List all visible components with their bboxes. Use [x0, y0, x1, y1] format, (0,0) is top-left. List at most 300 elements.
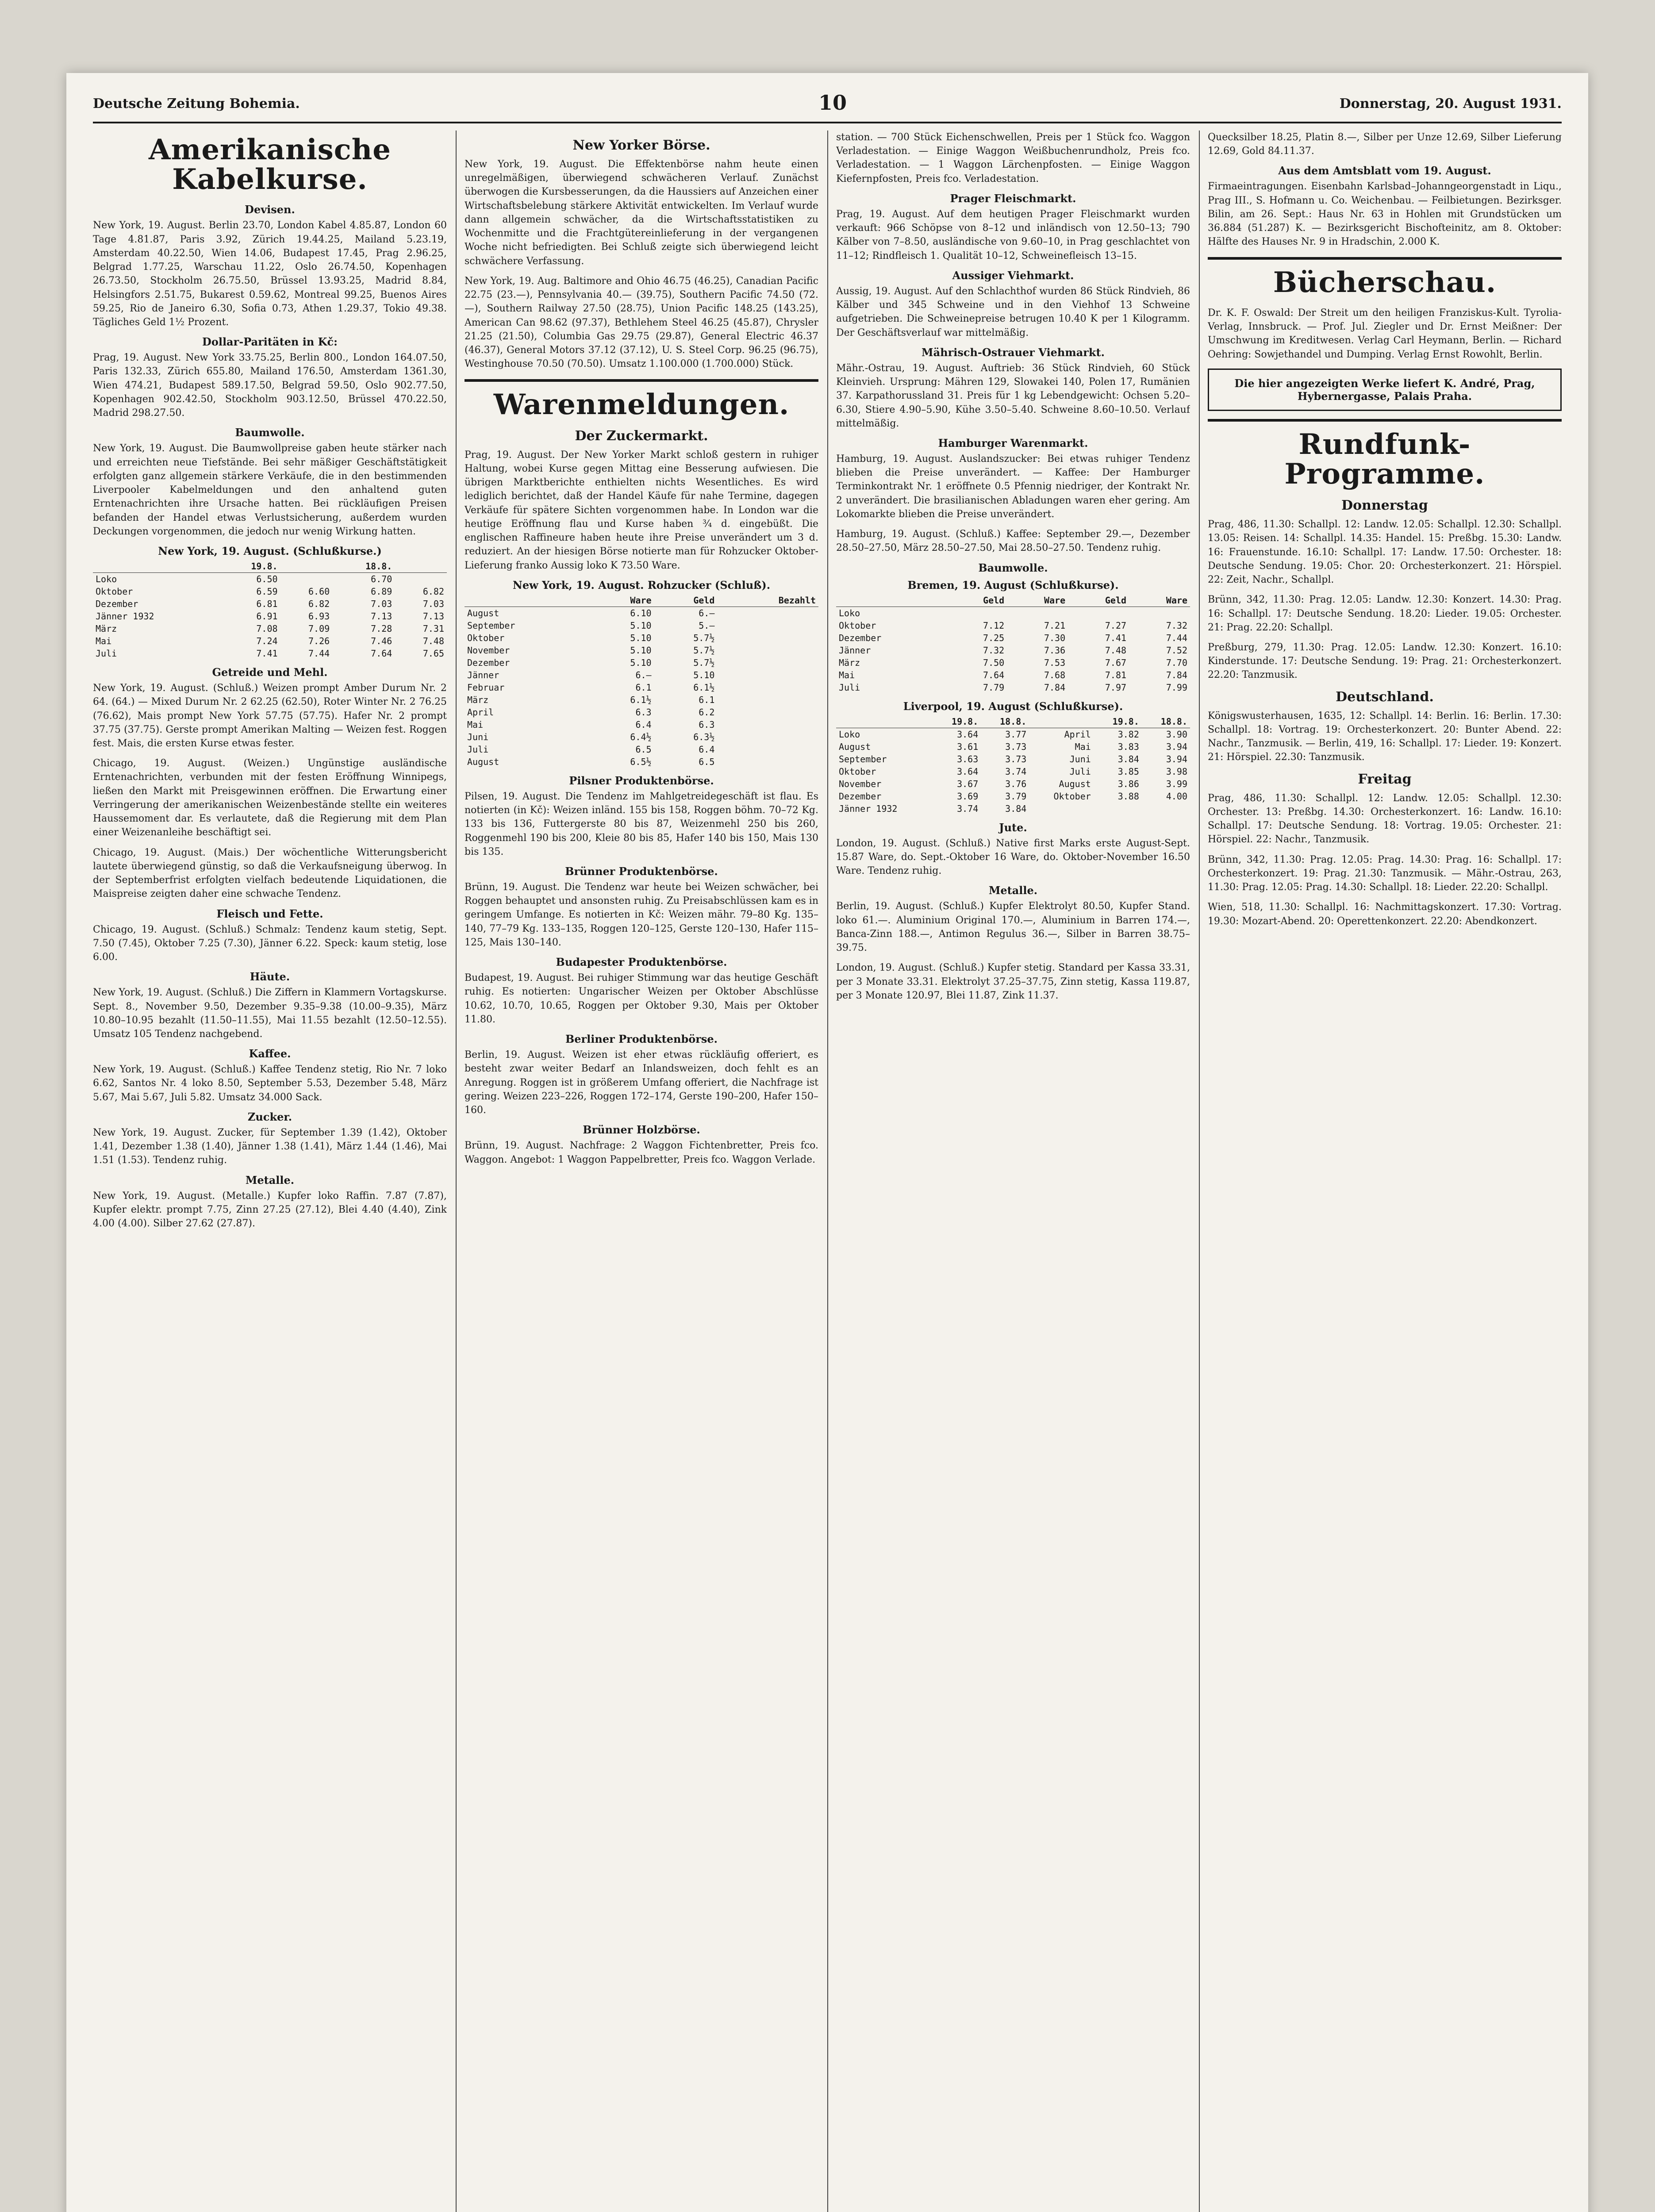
table-header-cell: Geld [946, 594, 1007, 607]
page-header [93, 91, 1562, 117]
table-cell: Dezember [96, 599, 138, 610]
table-header-cell [93, 560, 218, 573]
table-cell: Mai [467, 719, 484, 730]
article-text: Budapest, 19. August. Bei ruhiger Stimmung war das heutige Geschäft ruhig. Es notierten: Ungarischer Weizen per Oktober Abschlüsse 10.62, 10.70, 10.65, Roggen per Oktober 9.30, Mais per Oktober 11.80. [465, 972, 818, 1025]
table-cell: 3.94 [1166, 741, 1187, 752]
subsection-title: Prager Fleischmarkt. [950, 192, 1076, 205]
table-cell: März [96, 623, 117, 634]
table-cell: Juni [1069, 753, 1091, 764]
table-header-cell: Geld [1068, 594, 1129, 607]
table-cell: 7.50 [983, 657, 1005, 668]
bookseller-notice: Die hier angezeigten Werke liefert K. André, Prag, Hybernergasse, Palais Praha. [1208, 369, 1562, 411]
table-cell: November [839, 778, 882, 789]
table-cell: 5.10 [630, 645, 652, 656]
section-title: Warenmeldungen. [493, 388, 790, 421]
subsection-title: Berliner Produktenbörse. [565, 1033, 718, 1046]
column-1 [93, 131, 447, 2212]
table-cell: 7.48 [422, 636, 444, 647]
table-cell: Oktober [96, 586, 133, 597]
table-title: New York, 19. August. (Schlußkurse.) [158, 545, 382, 558]
subsection-title: Brünner Holzbörse. [583, 1123, 700, 1137]
newspaper-page [66, 73, 1588, 2212]
liverpool-cotton-table [836, 715, 1190, 815]
table-cell: März [467, 694, 489, 705]
table-cell [1094, 803, 1142, 815]
table-row [836, 607, 1190, 619]
table-cell: 6.— [635, 669, 652, 680]
section-rule [465, 379, 818, 382]
table-cell: 3.76 [1005, 778, 1027, 789]
table-cell [1142, 803, 1190, 815]
table-cell: 4.00 [1166, 791, 1187, 802]
table-cell: 7.65 [422, 648, 444, 659]
table-header-cell [280, 560, 333, 573]
table-cell: 7.24 [256, 636, 278, 647]
table-cell: 3.64 [957, 766, 979, 777]
table-cell: 6.81 [256, 599, 278, 610]
table-cell: 6.2 [699, 707, 715, 718]
table-cell: 7.70 [1166, 657, 1187, 668]
page-number: 10 [818, 91, 847, 115]
subsection-title: Jute. [999, 821, 1027, 834]
subsection-title: Baumwolle. [235, 426, 305, 439]
table-row [465, 731, 818, 743]
article-text: Chicago, 19. August. (Weizen.) Ungünstige ausländische Erntenachrichten, verbunden mit der festen Eröffnung Winnipegs, ließen den Markt mit Preisgewinnen eröffnen. Die Erwartung einer Verringerung der amerikanischen Weizenbestände stellte ein weiteres Haussemoment dar. Es verlautete, daß die Regierung mit dem Plan einer Weizenanleihe beschäftigt sei. [93, 758, 447, 838]
table-cell: 7.64 [371, 648, 392, 659]
table-row [465, 743, 818, 756]
table-cell [717, 607, 818, 619]
table-cell: 6.5 [635, 744, 652, 755]
table-cell [717, 743, 818, 756]
table-cell: 6.— [699, 607, 715, 618]
table-row [93, 622, 447, 635]
article-text: Berlin, 19. August. (Schluß.) Kupfer Elektrolyt 80.50, Kupfer Stand. loko 61.—. Aluminium Original 170.—, Aluminium in Barren 174.—, Banca-Zinn 188.—, Antimon Regulus 36.—, Silber in Barren 38.75–39.75. [836, 901, 1190, 954]
article-text: New York, 19. August. Berlin 23.70, London Kabel 4.85.87, London 60 Tage 4.81.87, Paris 3.92, Zürich 19.44.25, Mailand 5.23.19, Amsterdam 40.22.50, Wien 14.06, Budapest 17.45, Prag 2.96.25, Belgrad 1.77.25, Warschau 11.22, Oslo 26.74.50, Kopenhagen 26.73.50, Stockholm 26.75.50, Brüssel 13.93.25, Madrid 8.84, Helsingfors 2.51.75, Bukarest 0.59.62, Montreal 99.25, Buenos Aires 59.25, Rio de Janeiro 6.30, Sofia 0.73, Athen 1.29.37, Tokio 49.38. Tägliches Geld 1½ Prozent. [93, 220, 447, 328]
table-cell: 3.73 [1005, 753, 1027, 764]
table-cell: 6.89 [371, 586, 392, 597]
table-cell: 6.1 [635, 682, 652, 693]
table-cell: 7.84 [1044, 682, 1066, 693]
table-cell: 7.68 [1044, 669, 1066, 680]
table-cell: 7.08 [256, 623, 278, 634]
table-row [465, 632, 818, 644]
table-row [836, 753, 1190, 765]
subsection-title: Hamburger Warenmarkt. [938, 436, 1088, 449]
column-divider [827, 131, 828, 2212]
table-cell [717, 756, 818, 768]
table-header-cell: 19.8. [1094, 715, 1142, 728]
table-cell [1007, 607, 1068, 619]
table-cell [946, 607, 1007, 619]
table-row [93, 635, 447, 647]
bremen-cotton-table [836, 594, 1190, 694]
table-cell: 7.13 [422, 611, 444, 622]
table-cell: 3.88 [1117, 791, 1139, 802]
table-cell: 7.99 [1166, 682, 1187, 693]
table-cell: Jänner [839, 645, 871, 656]
program-text: Prag, 486, 11.30: Schallpl. 12: Landw. 12.05: Schallpl. 12.30: Schallpl. 13.05: Reisen. 14: Schallpl. 14.35: Handel. 15: Preßbg. 15.30: Landw. 16: Frauenstunde. 16.10: Schallpl. 17: Landw. 17.50: Orchester. 18: Deutsche Sendung. 19.05: Chor. 20: Orchesterkonzert. 21: Hörspiel. 22: Zeit, Nachr., Schallpl. [1208, 519, 1562, 586]
program-text: Brünn, 342, 11.30: Prag. 12.05: Prag. 14.30: Prag. 16: Schallpl. 17: Orchesterkonzert. 19: Prag. 21.30: Tanzmusik. — Mähr.-Ostrau, 263, 11.30: Prag. 12.05: Prag. 14.30: Schallpl. 18: Lieder. 22.20: Schallpl. [1208, 854, 1562, 893]
table-cell: Jänner [467, 669, 499, 680]
subsection-title: Getreide und Mehl. [212, 666, 328, 679]
table-cell: 3.67 [957, 778, 979, 789]
table-header-cell [836, 594, 946, 607]
table-cell: 3.74 [1005, 766, 1027, 777]
table-cell [717, 657, 818, 669]
article-text: Prag, 19. August. Der New Yorker Markt schloß gestern in ruhiger Haltung, wobei Kurse gegen Mittag eine Besserung aufwiesen. Die übrigen Marktberichte enthielten nichts Wesentliches. Es wird lediglich berichtet, daß der Handel Käufe für nahe Termine, dagegen Verkäufe für spätere Sichten vorgenommen habe. In London war die heutige Eröffnung flau und Kurse haben ¾ d. eingebüßt. Die englischen Raffineure haben heute ihre Preise unverändert um 3 d. reduziert. An der hiesigen Börse notierte man für Rohzucker Oktober-Lieferung franko Aussig loko K 73.50 Ware. [465, 449, 818, 571]
article-text: station. — 700 Stück Eichenschwellen, Preis per 1 Stück fco. Waggon Verladestation. — Einige Waggon Weißbuchenrundholz, Preis fco. Verladestation. — 1 Waggon Lärchenpfosten. — Einige Waggon Kiefernpfosten, Preis fco. Verladestation. [836, 132, 1190, 184]
section-title: Bücherschau. [1273, 265, 1497, 299]
subsection-title: Baumwolle. [978, 561, 1048, 574]
table-cell: 7.13 [371, 611, 392, 622]
table-cell: 3.94 [1166, 753, 1187, 764]
table-cell: 6.10 [630, 607, 652, 618]
table-cell: 6.3 [699, 719, 715, 730]
table-cell: 3.73 [1005, 741, 1027, 752]
table-cell: März [839, 657, 860, 668]
table-cell: 7.12 [983, 620, 1005, 631]
table-cell: Loko [839, 729, 860, 740]
table-cell: Jänner 1932 [96, 611, 154, 622]
table-cell: 3.84 [1005, 803, 1027, 814]
table-cell: Oktober [839, 766, 876, 777]
table-row [836, 728, 1190, 741]
table-cell: Oktober [839, 620, 876, 631]
table-cell: August [467, 756, 499, 767]
table-cell: 5.10 [630, 632, 652, 643]
table-cell: 7.03 [371, 599, 392, 610]
column-divider [1199, 131, 1200, 2212]
cotton-quotes-table [93, 560, 447, 660]
table-cell: 6.3½ [693, 731, 715, 742]
table-cell [717, 706, 818, 718]
table-cell: 6.82 [308, 599, 330, 610]
table-cell: 3.84 [1117, 753, 1139, 764]
table-header-row [465, 594, 818, 607]
column-2 [465, 131, 818, 2212]
table-cell: 7.32 [1166, 620, 1187, 631]
table-header-cell [465, 594, 591, 607]
subsection-title: Mährisch-Ostrauer Viehmarkt. [922, 346, 1105, 359]
table-cell: 3.90 [1166, 729, 1187, 740]
table-cell: 6.50 [256, 574, 278, 585]
article-text: Prag, 19. August. Auf dem heutigen Prager Fleischmarkt wurden verkauft: 966 Schöpse von 8–12 und inländisch von 12.50–13; 790 Kälber von 7–8.50, ausländische von 9.60–10, in Prag geschlachtet von 11–12; Rindfleisch 1. Qualität 10–12, Schweinefleisch 13–15. [836, 208, 1190, 261]
article-text: New York, 19. August. (Metalle.) Kupfer loko Raffin. 7.87 (7.87), Kupfer elektr. prompt 7.75, Zinn 27.25 (27.12), Blei 4.40 (4.40), Zink 4.00 (4.00). Silber 27.62 (27.87). [93, 1190, 447, 1229]
table-header-cell: 18.8. [332, 560, 395, 573]
table-cell: 7.44 [308, 648, 330, 659]
table-cell [717, 731, 818, 743]
table-header-cell: Ware [1129, 594, 1190, 607]
table-cell: 7.32 [983, 645, 1005, 656]
table-cell: 6.4 [635, 719, 652, 730]
table-row [465, 607, 818, 619]
subsection-title: Metalle. [245, 1173, 295, 1187]
program-text: Prag, 486, 11.30: Schallpl. 12: Landw. 12.05: Schallpl. 12.30: Orchester. 13: Preßbg. 14.30: Orchesterkonzert. 16: Landw. 16.10: Schallpl. 17: Deutsche Sendung. 18: Vortrag. 19.05: Orchester. 21: Hörspiel. 22: Nachr., Tanzmusik. [1208, 792, 1562, 845]
table-cell: Juli [1069, 766, 1091, 777]
table-cell: 3.99 [1166, 778, 1187, 789]
table-cell: 5.10 [630, 620, 652, 631]
table-cell: 7.36 [1044, 645, 1066, 656]
subsection-title: Kaffee. [249, 1047, 291, 1060]
table-header-cell: 18.8. [981, 715, 1029, 728]
table-cell: 6.93 [308, 611, 330, 622]
table-cell: 7.03 [422, 599, 444, 610]
table-cell [717, 694, 818, 706]
table-cell: 6.5½ [630, 756, 652, 767]
table-cell [280, 573, 333, 586]
table-header-cell [836, 715, 933, 728]
table-cell: 7.67 [1105, 657, 1127, 668]
article-text: London, 19. August. (Schluß.) Native first Marks erste August-Sept. 15.87 Ware, do. Sept.-Oktober 16 Ware, do. Oktober-November 16.50 Ware. Tendenz ruhig. [836, 837, 1190, 877]
table-cell: 7.26 [308, 636, 330, 647]
article-text: New York, 19. August. (Schluß.) Weizen prompt Amber Durum Nr. 2 64. (64.) — Mixed Durum Nr. 2 62.25 (62.50), Roter Winter Nr. 2 76.25 (76.62), Mais prompt New York 57.75 (57.75). Hafer Nr. 2 prompt 37.75 (37.75). Gerste prompt Amerikan Malting — Weizen fest. Roggen fest. Mais, die ersten Kurse etwas fester. [93, 683, 447, 749]
table-cell: 7.09 [308, 623, 330, 634]
table-cell: Jänner 1932 [839, 803, 898, 814]
column-3 [836, 131, 1190, 2212]
header-rule [93, 122, 1562, 123]
subsection-title: Pilsner Produktenbörse. [569, 774, 714, 787]
table-cell: 7.27 [1105, 620, 1127, 631]
article-text: Dr. K. F. Oswald: Der Streit um den heiligen Franziskus-Kult. Tyrolia-Verlag, Innsbruck. — Prof. Jul. Ziegler und Dr. Ernst Meißner: Der Umschwung im Kreditwesen. Verlag Carl Heymann, Berlin. — Richard Oehring: Sowjethandel und Dumping. Verlag Ernst Rowohlt, Berlin. [1208, 307, 1562, 360]
table-cell: 7.81 [1105, 669, 1127, 680]
section-rule [1208, 419, 1562, 422]
table-cell: 7.84 [1166, 669, 1187, 680]
article-text: Brünn, 19. August. Nachfrage: 2 Waggon Fichtenbretter, Preis fco. Waggon. Angebot: 1 Waggon Pappelbretter, Preis fco. Waggon Verlade. [465, 1140, 818, 1165]
table-cell [1129, 607, 1190, 619]
table-cell: 3.69 [957, 791, 979, 802]
table-row [836, 619, 1190, 632]
table-row [93, 598, 447, 610]
table-cell: August [467, 607, 499, 618]
subsection-title: Dollar-Paritäten in Kč: [202, 335, 338, 349]
day-heading: Donnerstag [1341, 498, 1428, 514]
table-title: New York, 19. August. Rohzucker (Schluß). [512, 578, 771, 591]
table-cell: Dezember [839, 791, 882, 802]
article-text: Pilsen, 19. August. Die Tendenz im Mahlgetreidegeschäft ist flau. Es notierten (in Kč): Weizen inländ. 155 bis 158, Roggen böhm. 70–72 Kg. 133 bis 136, Futtergerste 80 bis 87, Weizenmehl 250 bis 260, Roggenmehl 190 bis 200, Kleie 80 bis 85, Hafer 140 bis 150, Mais 130 bis 135. [465, 791, 818, 857]
table-cell: 6.1½ [693, 682, 715, 693]
table-cell: Loko [839, 607, 860, 618]
table-cell: 5.7½ [693, 657, 715, 668]
table-row [836, 632, 1190, 644]
table-cell: 7.41 [1105, 632, 1127, 643]
table-cell [717, 619, 818, 632]
table-row [465, 619, 818, 632]
table-cell: 3.63 [957, 753, 979, 764]
table-cell: 6.59 [256, 586, 278, 597]
table-row [836, 741, 1190, 753]
table-cell: 7.53 [1044, 657, 1066, 668]
table-title: Bremen, 19. August (Schlußkurse). [907, 578, 1119, 591]
subsection-title: Fleisch und Fette. [216, 907, 323, 920]
table-cell: Loko [96, 574, 117, 585]
table-cell: 5.10 [693, 669, 715, 680]
country-heading: Deutschland. [1336, 689, 1434, 705]
table-cell: April [1064, 729, 1091, 740]
table-row [836, 669, 1190, 681]
table-row [836, 803, 1190, 815]
subsection-title: Devisen. [245, 203, 295, 216]
article-text: New York, 19. August. (Schluß.) Die Ziffern in Klammern Vortagskurse. Sept. 8., November 9.50, Dezember 9.35–9.38 (10.00–9.35), März 10.80–10.95 bezahlt (11.50–11.55), Mai 11.55 bezahlt (12.50–12.55). Umsatz 105 Tendenz nachgebend. [93, 987, 447, 1040]
article-text: Prag, 19. August. New York 33.75.25, Berlin 800., London 164.07.50, Paris 132.33, Zürich 655.80, Mailand 176.50, Amsterdam 1361.30, Wien 474.21, Budapest 589.17.50, Belgrad 59.50, Oslo 902.77.50, Kopenhagen 902.42.50, Stockholm 903.12.50, Brüssel 470.22.50, Madrid 298.27.50. [93, 352, 447, 419]
table-cell: 6.60 [308, 586, 330, 597]
article-text: Chicago, 19. August. (Schluß.) Schmalz: Tendenz kaum stetig, Sept. 7.50 (7.45), Oktober 7.25 (7.30), Jänner 6.22. Speck: kaum stetig, lose 6.00. [93, 924, 447, 963]
table-row [93, 573, 447, 586]
column-4 [1208, 131, 1562, 2212]
table-row [836, 790, 1190, 803]
article-text: Berlin, 19. August. Weizen ist eher etwas rückläufig offeriert, es besteht zwar weiter Bedarf an Inlandsweizen, doch fehlt es an Anregung. Roggen ist in größerem Umfang offeriert, die Nachfrage ist gering. Weizen 223–226, Roggen 172–174, Gerste 190–200, Hafer 150–160. [465, 1049, 818, 1116]
table-cell: Mai [1075, 741, 1091, 752]
table-cell [717, 644, 818, 657]
table-cell: 7.44 [1166, 632, 1187, 643]
article-text: Chicago, 19. August. (Mais.) Der wöchentliche Witterungsbericht lautete überwiegend günstig, so daß die Verkaufsneigung überwog. In der Septemberfrist erfolgten vielfach bedeutende Liquidationen, die Maispreise zeigten daher eine schwache Tendenz. [93, 847, 447, 900]
table-cell: April [467, 707, 494, 718]
table-cell: 7.46 [371, 636, 392, 647]
table-cell: 7.97 [1105, 682, 1127, 693]
table-header-row [836, 715, 1190, 728]
table-cell: 3.98 [1166, 766, 1187, 777]
table-cell: 6.4 [699, 744, 715, 755]
table-cell: September [839, 753, 887, 764]
article-text: New York, 19. August. Die Baumwollpreise gaben heute stärker nach und erreichten neue Tiefstände. Bei sehr mäßiger Geschäftstätigkeit erfolgten ganz allgemein stärkere Verkäufe, die in den bestimmenden Liverpooler Kabelmeldungen und den anhaltend guten Erntenachrichten ihre Ursache hatten. Bei rückläufigen Preisen befanden der Handel etwas Verlustsicherung, außerdem wurden Deckungen vorgenommen, die jedoch nur wenig Wirkung hatten. [93, 443, 447, 537]
article-text: London, 19. August. (Schluß.) Kupfer stetig. Standard per Kassa 33.31, per 3 Monate 33.31. Elektrolyt 37.25–37.75, Zinn stetig, Kassa 119.87, per 3 Monate 120.97, Blei 11.87, Zink 11.37. [836, 962, 1190, 1001]
table-cell [717, 681, 818, 694]
table-cell: Dezember [839, 632, 882, 643]
table-cell: 7.21 [1044, 620, 1066, 631]
program-text: Brünn, 342, 11.30: Prag. 12.05: Landw. 12.30: Konzert. 14.30: Prag. 16: Schallpl. 17: Deutsche Sendung. 18.20: Lieder. 19.05: Orchester. 21: Prag. 22.20: Schallpl. [1208, 594, 1562, 633]
article-text: Firmaeintragungen. Eisenbahn Karlsbad–Johanngeorgenstadt in Liqu., Prag III., S. Hofmann u. Co. Weichenbau. — Feilbietungen. Bezirksger. Bilin, am 26. Sept.: Haus Nr. 63 in Hohlen mit Grundstücken um 36.884 (51.287) K. — Bezirksgericht Bischofteinitz, am 8. Oktober: Hälfte des Hauses Nr. 9 in Hradschin, 2.000 K. [1208, 181, 1562, 248]
table-cell: September [467, 620, 515, 631]
table-header-cell: 18.8. [1142, 715, 1190, 728]
table-cell: August [1059, 778, 1091, 789]
subsection-title: Häute. [250, 970, 290, 983]
subsection-title: Zucker. [247, 1110, 292, 1123]
table-header-cell [395, 560, 447, 573]
table-row [836, 657, 1190, 669]
table-row [93, 647, 447, 660]
table-cell: 3.79 [1005, 791, 1027, 802]
table-cell: Dezember [467, 657, 510, 668]
table-row [465, 756, 818, 768]
table-cell: 3.85 [1117, 766, 1139, 777]
table-row [465, 681, 818, 694]
section-title: Amerikanische Kabelkurse. [148, 133, 392, 196]
section-title: New Yorker Börse. [572, 138, 710, 153]
table-row [465, 669, 818, 681]
article-text: Hamburg, 19. August. Auslandszucker: Bei etwas ruhiger Tendenz blieben die Preise unverändert. — Kaffee: Der Hamburger Terminkontrakt Nr. 1 eröffnete 0.5 Pfennig niedriger, der Kontrakt Nr. 2 unverändert. Die brasilianischen Abladungen waren eher gering. Am Lokomarkte blieben die Preise unverändert. [836, 453, 1190, 520]
table-cell: 6.70 [371, 574, 392, 585]
table-header-cell: Geld [654, 594, 718, 607]
sugar-quotes-table [465, 594, 818, 768]
table-header-cell: Bezahlt [717, 594, 818, 607]
table-cell: Oktober [467, 632, 505, 643]
section-rule [1208, 257, 1562, 260]
table-cell [717, 632, 818, 644]
table-cell: 7.30 [1044, 632, 1066, 643]
table-row [465, 644, 818, 657]
article-text: Hamburg, 19. August. (Schluß.) Kaffee: September 29.—, Dezember 28.50–27.50, März 28.50–27.50, Mai 28.50–27.50. Tendenz ruhig. [836, 529, 1190, 554]
table-cell: Oktober [1053, 791, 1091, 802]
table-header-row [836, 594, 1190, 607]
article-text: Aussig, 19. August. Auf den Schlachthof wurden 86 Stück Rindvieh, 86 Kälber und 345 Schweine und in den Viehhof 13 Schweine aufgetrieben. Die Schweinepreise betrugen 10.40 K per 1 Kilogramm. Der Geschäftsverlauf war mittelmäßig. [836, 285, 1190, 338]
table-cell [717, 669, 818, 681]
table-cell: 7.64 [983, 669, 1005, 680]
table-cell: Februar [467, 682, 505, 693]
table-cell: 3.77 [1005, 729, 1027, 740]
table-cell: 3.82 [1117, 729, 1139, 740]
table-cell [1068, 607, 1129, 619]
table-title: Liverpool, 19. August (Schlußkurse). [903, 699, 1123, 713]
table-cell: 7.52 [1166, 645, 1187, 656]
article-text: New York, 19. August. (Schluß.) Kaffee Tendenz stetig, Rio Nr. 7 loko 6.62, Santos Nr. 4 loko 8.50, September 5.53, Dezember 5.48, März 5.67, Mai 5.67, Juli 5.82. Umsatz 34.000 Sack. [93, 1064, 447, 1103]
subsection-title: Budapester Produktenbörse. [556, 956, 727, 969]
table-row [465, 694, 818, 706]
table-cell: 5.— [699, 620, 715, 631]
masthead: Deutsche Zeitung Bohemia. [93, 96, 300, 111]
table-cell: 5.7½ [693, 645, 715, 656]
subsection-title: Aussiger Viehmarkt. [952, 269, 1074, 282]
table-cell: 6.3 [635, 707, 652, 718]
table-row [836, 765, 1190, 778]
table-cell: 6.5 [699, 756, 715, 767]
column-divider [456, 131, 457, 2212]
table-cell: 6.4½ [630, 731, 652, 742]
table-cell: 5.10 [630, 657, 652, 668]
table-cell: 7.31 [422, 623, 444, 634]
day-heading: Freitag [1358, 771, 1412, 787]
table-cell: 7.25 [983, 632, 1005, 643]
article-text: New York, 19. August. Die Effektenbörse nahm heute einen unregelmäßigen, überwiegend schwächeren Verlauf. Zunächst überwogen die Kursbesserungen, da die Haussiers auf Anzeichen einer Wirtschaftsbelebung stärkere Aktivität entwickelten. Im Verlauf wurde dann allgemein schwächer, da die Wirtschaftsstatistiken zu Wochenmitte und die Frachtgütereinlieferung in der vergangenen Woche nicht befriedigten. Bei Schluß zeigte sich überwiegend leicht schwächere Verfassung. [465, 159, 818, 267]
table-cell: 7.28 [371, 623, 392, 634]
table-cell: 7.79 [983, 682, 1005, 693]
subsection-title: Aus dem Amtsblatt vom 19. August. [1278, 164, 1491, 177]
table-cell [395, 573, 447, 586]
table-cell: Juli [96, 648, 117, 659]
table-cell: 7.48 [1105, 645, 1127, 656]
table-cell: Juli [839, 682, 860, 693]
table-cell: 3.86 [1117, 778, 1139, 789]
table-row [465, 657, 818, 669]
article-text: New York, 19. August. Zucker, für September 1.39 (1.42), Oktober 1.41, Dezember 1.38 (1.40), Jänner 1.38 (1.41), März 1.44 (1.46), Mai 1.51 (1.53). Tendenz ruhig. [93, 1127, 447, 1166]
table-header-row [93, 560, 447, 573]
table-cell: 3.74 [957, 803, 979, 814]
table-row [93, 585, 447, 598]
article-text: Quecksilber 18.25, Platin 8.—, Silber per Unze 12.69, Silber Lieferung 12.69, Gold 84.11.37. [1208, 132, 1562, 157]
table-cell: 5.7½ [693, 632, 715, 643]
table-cell: Juni [467, 731, 489, 742]
article-text: Brünn, 19. August. Die Tendenz war heute bei Weizen schwächer, bei Roggen behauptet und ansonsten ruhig. Zu Preisabschlüssen kam es in geringem Umfange. Es notierten in Kč: Weizen mähr. 79–80 Kg. 135–140, 77–79 Kg. 133–135, Roggen 120–125, Gerste 120–130, Hafer 115–125, Mais 130–140. [465, 881, 818, 948]
table-header-cell: 19.8. [933, 715, 981, 728]
table-row [836, 644, 1190, 657]
table-cell: 6.1½ [630, 694, 652, 705]
table-row [465, 718, 818, 731]
table-header-cell: Ware [591, 594, 654, 607]
table-cell: Mai [96, 636, 112, 647]
table-cell: 6.1 [699, 694, 715, 705]
table-header-cell: 19.8. [218, 560, 280, 573]
subsection-title: Metalle. [988, 884, 1038, 897]
table-cell [1029, 803, 1093, 815]
table-cell: 3.61 [957, 741, 979, 752]
subsection-title: Brünner Produktenbörse. [565, 864, 718, 878]
section-title: Rundfunk-Programme. [1284, 427, 1485, 491]
table-cell: August [839, 741, 871, 752]
table-header-cell: Ware [1007, 594, 1068, 607]
table-cell: Mai [839, 669, 855, 680]
table-cell [717, 718, 818, 731]
table-row [93, 610, 447, 622]
program-text: Wien, 518, 11.30: Schallpl. 16: Nachmittagskonzert. 17.30: Vortrag. 19.30: Mozart-Abend. 20: Operettenkonzert. 22.20: Abendkonzert. [1208, 902, 1562, 927]
article-text: Mähr.-Ostrau, 19. August. Auftrieb: 36 Stück Rindvieh, 60 Stück Kleinvieh. Ursprung: Mähren 129, Slowakei 140, Polen 17, Rumänien 37. Karpathorussland 31. Preis für 1 kg Lebendgewicht: Ochsen 5.20–6.30, Stiere 4.90–5.90, Kühe 3.50–5.40. Schweine 8.60–10.50. Verlauf mittelmäßig. [836, 362, 1190, 429]
